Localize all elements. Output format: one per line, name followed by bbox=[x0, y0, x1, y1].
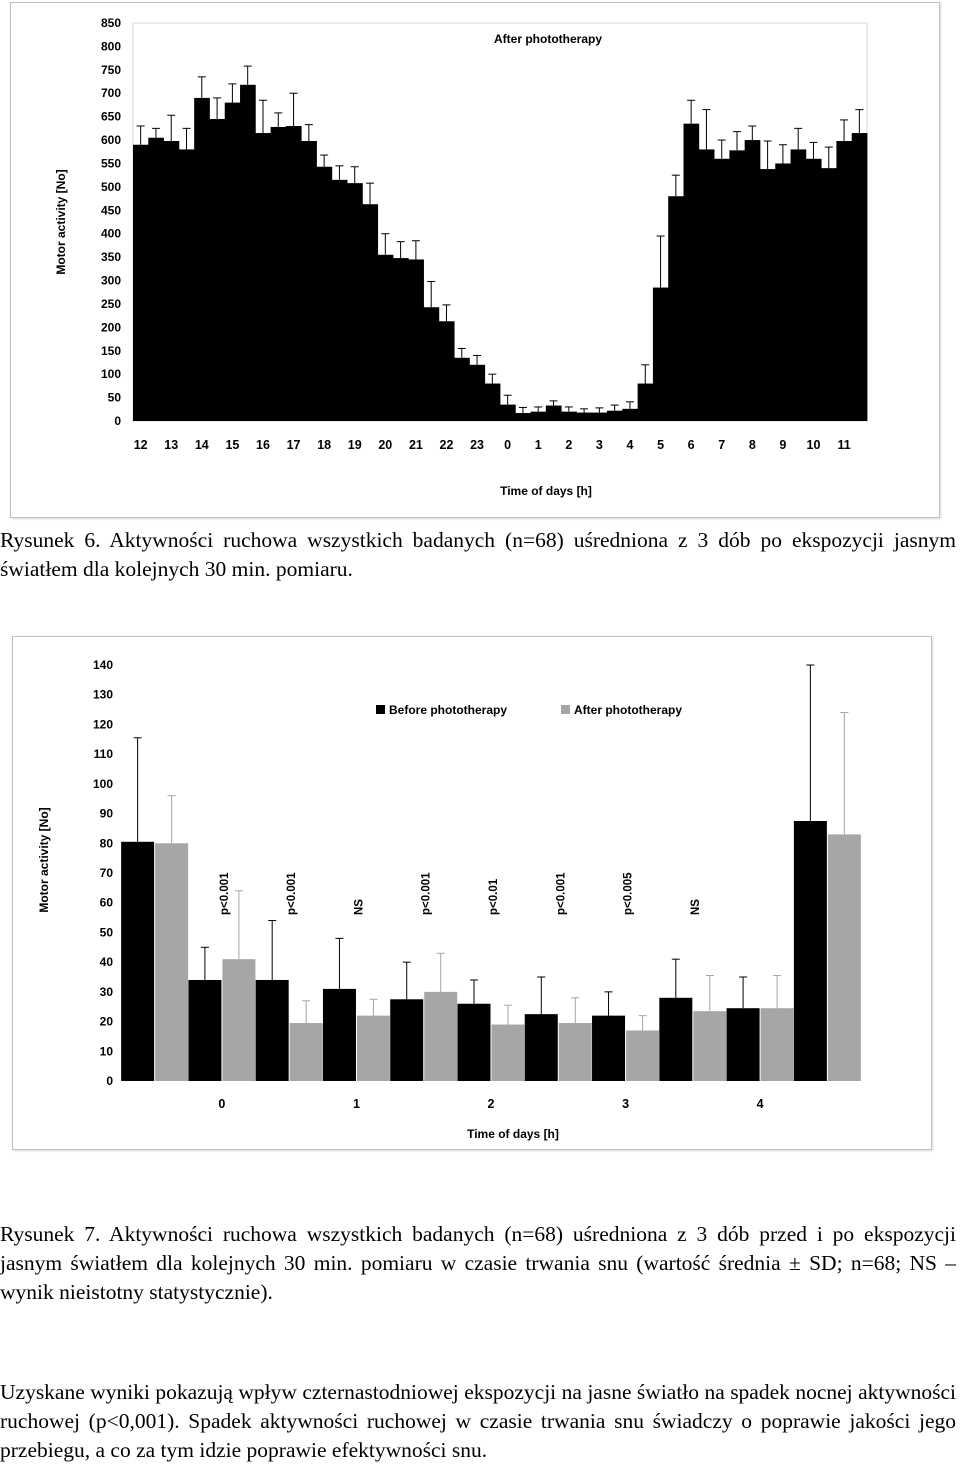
significance-label: NS bbox=[353, 899, 366, 915]
bar-after bbox=[828, 834, 861, 1081]
bar bbox=[485, 384, 501, 421]
y-tick-label: 40 bbox=[99, 955, 113, 970]
bar bbox=[852, 133, 868, 421]
bar bbox=[653, 288, 669, 421]
bar bbox=[317, 167, 333, 421]
bar bbox=[148, 138, 164, 421]
x-tick-label: 4 bbox=[626, 438, 634, 452]
bar bbox=[729, 150, 745, 421]
bar-after bbox=[761, 1008, 794, 1081]
bar-before bbox=[794, 821, 827, 1081]
legend-swatch-after bbox=[561, 705, 570, 714]
bar-after bbox=[626, 1030, 659, 1081]
bar-after bbox=[357, 1016, 390, 1081]
bar bbox=[806, 159, 822, 421]
bar bbox=[362, 204, 378, 421]
bar bbox=[393, 258, 409, 421]
x-tick-label: 21 bbox=[408, 438, 423, 452]
bar bbox=[592, 413, 608, 421]
bar-before bbox=[121, 842, 154, 1081]
x-tick-label: 15 bbox=[225, 438, 240, 452]
y-tick-label: 130 bbox=[92, 687, 113, 702]
x-axis-label: Time of days [h] bbox=[467, 1127, 559, 1141]
bar bbox=[821, 168, 837, 421]
x-tick-label: 10 bbox=[806, 438, 821, 452]
x-tick-label: 2 bbox=[565, 438, 573, 452]
bar bbox=[347, 183, 363, 421]
legend-label-before: Before phototherapy bbox=[389, 703, 508, 717]
x-tick-label: 20 bbox=[378, 438, 393, 452]
bar bbox=[454, 358, 470, 421]
bar-before bbox=[188, 980, 221, 1081]
x-tick-label: 8 bbox=[748, 438, 756, 452]
bar-after bbox=[492, 1025, 525, 1081]
y-tick-label: 30 bbox=[99, 984, 113, 999]
bar bbox=[531, 412, 547, 421]
y-tick-label: 150 bbox=[100, 343, 121, 358]
y-tick-label: 450 bbox=[100, 203, 121, 218]
y-tick-label: 850 bbox=[100, 16, 121, 30]
bar-after bbox=[559, 1023, 592, 1081]
figure-7-caption: Rysunek 7. Aktywności ruchowa wszystkich badanych (n=68) uśredniona z 3 dób przed i po ekspozycji jasnym światłem dla kolejnych 30 min. pomiaru w czasie trwania snu (wartość średnia ± SD; n=68; NS – wynik nieistotny statystycznie). bbox=[0, 1222, 956, 1304]
bar bbox=[760, 169, 776, 421]
bar-after bbox=[693, 1011, 726, 1081]
y-tick-label: 50 bbox=[99, 925, 113, 940]
bar-before bbox=[727, 1008, 760, 1081]
chart-title: After phototherapy bbox=[494, 32, 602, 46]
bar bbox=[133, 145, 149, 421]
x-tick-label: 23 bbox=[470, 438, 485, 452]
x-tick-label: 3 bbox=[622, 1097, 630, 1111]
x-tick-label: 17 bbox=[286, 438, 301, 452]
y-tick-label: 350 bbox=[100, 250, 121, 265]
bar bbox=[699, 149, 715, 421]
bar bbox=[332, 180, 348, 421]
y-tick-label: 70 bbox=[99, 866, 113, 880]
x-tick-label: 12 bbox=[133, 438, 148, 452]
x-tick-label: 4 bbox=[756, 1097, 764, 1111]
bar-before bbox=[256, 980, 289, 1081]
bar bbox=[638, 384, 654, 421]
y-axis-label: Motor activity [No] bbox=[54, 169, 68, 275]
x-tick-label: 14 bbox=[194, 438, 209, 452]
y-tick-label: 140 bbox=[92, 658, 113, 672]
y-tick-label: 800 bbox=[100, 39, 121, 54]
y-tick-label: 100 bbox=[100, 367, 121, 382]
y-tick-label: 200 bbox=[100, 320, 121, 335]
bar bbox=[775, 163, 791, 421]
bar bbox=[408, 259, 424, 421]
bar bbox=[515, 413, 531, 421]
body-paragraph: Uzyskane wyniki pokazują wpływ czternastodniowej ekspozycji na jasne światło na spadek nocnej aktywności ruchowej (p<0,001). Spadek aktywności ruchowej w czasie trwania snu świadczy o poprawie jakości jego przebiegu, a co za tym idzie poprawie efektywności snu. bbox=[0, 1380, 956, 1462]
bar bbox=[546, 406, 562, 421]
bar bbox=[378, 255, 394, 421]
figure-6-chart bbox=[10, 2, 940, 518]
bar bbox=[745, 140, 761, 421]
bar bbox=[301, 141, 317, 421]
legend-swatch-before bbox=[376, 705, 385, 714]
bar-after bbox=[290, 1023, 323, 1081]
x-tick-label: 11 bbox=[837, 438, 851, 452]
y-tick-label: 250 bbox=[100, 296, 121, 311]
x-tick-label: 18 bbox=[317, 438, 332, 452]
x-tick-label: 2 bbox=[487, 1097, 495, 1111]
bar bbox=[714, 159, 730, 421]
bar bbox=[194, 98, 210, 421]
bar bbox=[622, 409, 638, 421]
legend-label-after: After phototherapy bbox=[574, 703, 682, 717]
bar-before bbox=[592, 1016, 625, 1081]
bar bbox=[576, 413, 592, 421]
y-tick-label: 650 bbox=[100, 109, 121, 124]
x-axis-label: Time of days [h] bbox=[500, 484, 592, 498]
bar bbox=[255, 133, 271, 421]
bar-before bbox=[458, 1004, 491, 1081]
y-tick-label: 20 bbox=[99, 1014, 113, 1029]
x-tick-label: 0 bbox=[218, 1097, 226, 1111]
x-tick-label: 6 bbox=[687, 438, 695, 452]
bar bbox=[439, 321, 455, 421]
figure-6-caption: Rysunek 6. Aktywności ruchowa wszystkich badanych (n=68) uśredniona z 3 dób po ekspozycji jasnym światłem dla kolejnych 30 min. pomiaru. bbox=[0, 528, 956, 581]
bar bbox=[240, 85, 256, 421]
x-tick-label: 1 bbox=[352, 1097, 360, 1111]
x-tick-label: 16 bbox=[256, 438, 270, 452]
bar bbox=[607, 411, 623, 421]
bar bbox=[271, 127, 287, 421]
bar-before bbox=[659, 998, 692, 1081]
y-tick-label: 80 bbox=[99, 836, 113, 851]
figure-7-chart bbox=[12, 636, 932, 1150]
figure-7-svg bbox=[13, 637, 933, 1151]
significance-label: p<0.001 bbox=[218, 872, 231, 915]
bar-before bbox=[390, 999, 423, 1081]
bar-after bbox=[424, 992, 457, 1081]
bar bbox=[179, 149, 195, 421]
significance-label: NS bbox=[689, 899, 702, 915]
y-tick-label: 100 bbox=[92, 776, 113, 791]
y-tick-label: 110 bbox=[93, 747, 113, 762]
x-tick-label: 13 bbox=[164, 438, 179, 452]
significance-label: p<0.005 bbox=[622, 872, 635, 915]
y-tick-label: 120 bbox=[92, 717, 113, 732]
y-tick-label: 0 bbox=[114, 414, 121, 428]
x-tick-label: 1 bbox=[534, 438, 542, 452]
bar bbox=[500, 405, 516, 421]
bar bbox=[791, 149, 807, 421]
x-tick-label: 22 bbox=[439, 438, 454, 452]
bar bbox=[836, 141, 852, 421]
bar-after bbox=[155, 843, 188, 1081]
y-axis-label: Motor activity [No] bbox=[37, 807, 51, 913]
bar bbox=[286, 126, 302, 421]
x-tick-label: 9 bbox=[779, 438, 787, 452]
bar bbox=[424, 307, 440, 421]
bar bbox=[668, 196, 684, 421]
figure-6-svg bbox=[11, 3, 941, 519]
bar-before bbox=[323, 989, 356, 1081]
bar bbox=[561, 412, 577, 421]
y-tick-label: 700 bbox=[100, 86, 121, 101]
y-tick-label: 50 bbox=[107, 390, 121, 405]
x-tick-label: 3 bbox=[595, 438, 603, 452]
x-tick-label: 5 bbox=[657, 438, 665, 452]
y-tick-label: 60 bbox=[99, 895, 113, 910]
y-tick-label: 550 bbox=[100, 156, 121, 171]
y-tick-label: 600 bbox=[100, 133, 121, 148]
significance-label: p<0.001 bbox=[555, 872, 568, 915]
bar bbox=[209, 119, 225, 421]
bar bbox=[684, 124, 700, 421]
y-tick-label: 500 bbox=[100, 179, 121, 194]
y-tick-label: 400 bbox=[100, 226, 121, 241]
significance-label: p<0.01 bbox=[488, 878, 500, 915]
bar bbox=[164, 141, 180, 421]
bar-after bbox=[222, 959, 255, 1081]
y-tick-label: 300 bbox=[100, 273, 121, 288]
significance-label: p<0.001 bbox=[286, 872, 299, 915]
bar bbox=[225, 103, 241, 421]
y-tick-label: 750 bbox=[100, 62, 121, 77]
bar-before bbox=[525, 1014, 558, 1081]
bar bbox=[469, 365, 485, 421]
y-tick-label: 10 bbox=[99, 1044, 113, 1059]
significance-label: p<0.001 bbox=[420, 872, 433, 915]
x-tick-label: 7 bbox=[718, 438, 726, 452]
x-tick-label: 19 bbox=[347, 438, 362, 452]
y-tick-label: 0 bbox=[106, 1074, 113, 1088]
x-tick-label: 0 bbox=[504, 438, 512, 452]
y-tick-label: 90 bbox=[99, 806, 113, 821]
